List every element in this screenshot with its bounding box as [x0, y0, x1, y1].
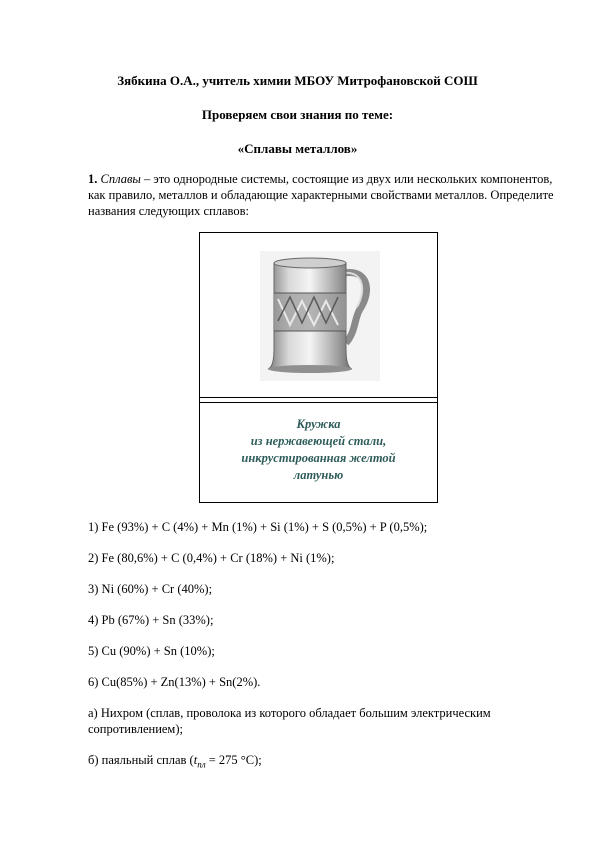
- answer-a: а) Нихром (сплав, проволока из которого обладает большим электрическим сопротивлением);: [88, 706, 491, 736]
- caption-line-2: из нержавеющей стали,: [250, 434, 387, 448]
- alloy-item-1: 1) Fe (93%) + C (4%) + Mn (1%) + Si (1%) + S (0,5%) + P (0,5%);: [88, 520, 428, 534]
- alloy-item-6: 6) Cu(85%) + Zn(13%) + Sn(2%).: [88, 675, 261, 689]
- page-title: «Сплавы металлов»: [237, 141, 358, 156]
- caption-cell: [199, 397, 438, 503]
- answer-b-prefix: б) паяльный сплав (: [88, 753, 194, 767]
- tankard-image: [260, 251, 380, 381]
- alloy-item-5: 5) Cu (90%) + Sn (10%);: [88, 644, 215, 658]
- caption-line-4: латунью: [293, 468, 344, 482]
- answer-b: [88, 752, 558, 773]
- answer-b-var: t: [193, 753, 198, 767]
- alloy-item-2: 2) Fe (80,6%) + C (0,4%) + Cr (18%) + Ni (1%);: [88, 551, 335, 565]
- caption-line-3: инкрустированная желтой: [241, 451, 396, 465]
- author-line: Зябкина О.А., учитель химии МБОУ Митрофановской СОШ: [117, 73, 478, 88]
- task-number: 1.: [88, 172, 98, 186]
- task-term: Сплавы: [100, 172, 141, 186]
- answer-b-sub: пл: [197, 759, 206, 770]
- alloy-item-4: 4) Pb (67%) + Sn (33%);: [88, 613, 214, 627]
- task-1-text: [88, 171, 558, 219]
- page-subtitle: Проверяем свои знания по теме:: [201, 107, 394, 122]
- caption-line-1: Кружка: [296, 417, 341, 431]
- task-definition: – это однородные системы, состоящие из двух или нескольких компонентов, как правило, металлов и обладающие характерными свойствами металлов. Определите названия следующих сплавов:: [88, 172, 554, 218]
- image-cell: [199, 232, 438, 403]
- answer-b-suffix: = 275 °C);: [205, 753, 262, 767]
- alloy-item-3: 3) Ni (60%) + Cr (40%);: [88, 582, 213, 596]
